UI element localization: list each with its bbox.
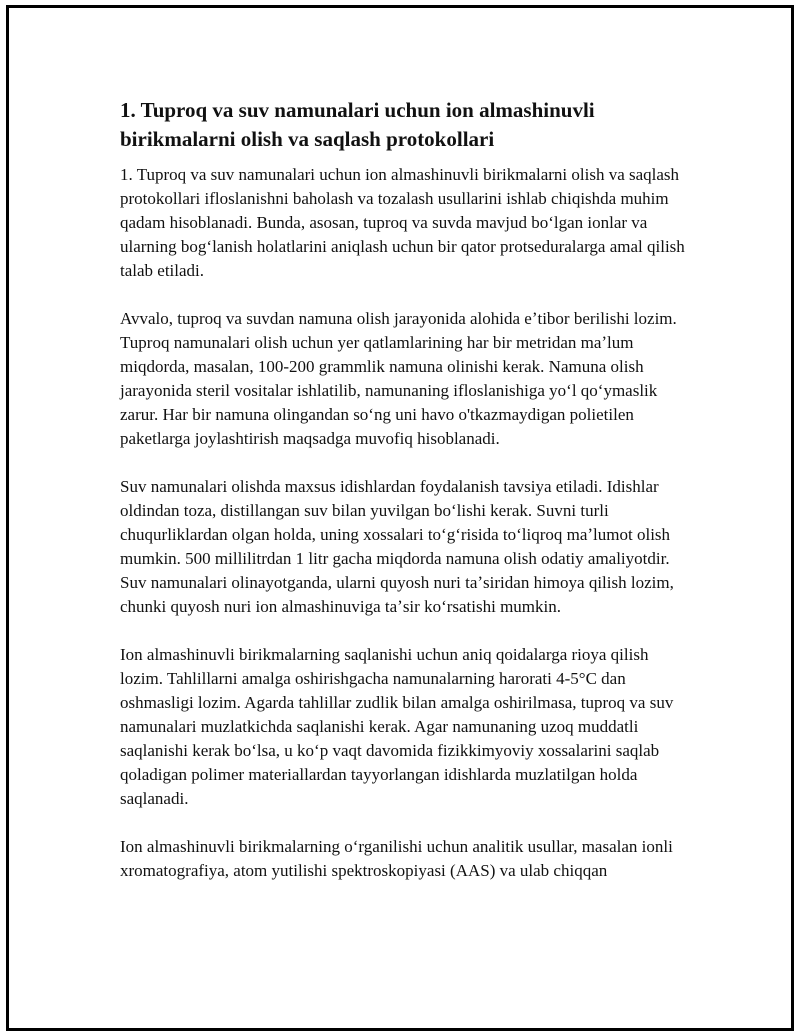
paragraph: Suv namunalari olishda maxsus idishlardan foydalanish tavsiya etiladi. Idishlar oldindan toza, distillangan suv bilan yuvilgan boʻlishi kerak. Suvni turli chuqurliklardan olgan holda, uning xossalari toʻgʻrisida toʻliqroq maʼlumot olish mumkin. 500 millilitrdan 1 litr gacha miqdorda namuna olish odatiy amaliyotdir. Suv namunalari olinayotganda, ularni quyosh nuri taʼsiridan himoya qilish lozim, chunki quyosh nuri ion almashinuviga taʼsir koʻrsatishi mumkin. bbox=[120, 477, 674, 616]
paragraph: Ion almashinuvli birikmalarning saqlanishi uchun aniq qoidalarga rioya qilish lozim. Tahlillarni amalga oshirishgacha namunalarning harorati 4-5°C dan oshmasligi lozim. Agarda tahlillar zudlik bilan amalga oshirilmasa, tuproq va suv namunalari muzlatkichda saqlanishi kerak. Agar namunaning uzoq muddatli saqlanishi kerak boʻlsa, u koʻp vaqt davomida fizikkimyoviy xossalarini saqlab qoladigan polimer materiallardan tayyorlangan idishlarda muzlatilgan holda saqlanadi. bbox=[120, 645, 674, 808]
document-page bbox=[6, 5, 794, 1031]
paragraph: Ion almashinuvli birikmalarning oʻrganilishi uchun analitik usullar, masalan ionli xromatografiya, atom yutilishi spektroskopiyasi (AAS) va ulab chiqqan bbox=[120, 837, 673, 880]
paragraph: Avvalo, tuproq va suvdan namuna olish jarayonida alohida eʼtibor berilishi lozim. Tuproq namunalari olish uchun yer qatlamlarining har bir metridan maʼlum miqdorda, masalan, 100-200 grammlik namuna olinishi kerak. Namuna olish jarayonida steril vositalar ishlatilib, namunaning ifloslanishiga yoʻl qoʻymaslik zarur. Har bir namuna olingandan soʻng uni havo o'tkazmaydigan polietilen paketlarga joylashtirish maqsadga muvofiq hisoblanadi. bbox=[120, 309, 677, 448]
document-body bbox=[120, 96, 695, 883]
section-heading: 1. Tuproq va suv namunalari uchun ion almashinuvli birikmalarni olish va saqlash protokollari bbox=[120, 98, 595, 151]
paragraph: 1. Tuproq va suv namunalari uchun ion almashinuvli birikmalarni olish va saqlash protokollari ifloslanishni baholash va tozalash usullarini ishlab chiqishda muhim qadam hisoblanadi. Bunda, asosan, tuproq va suvda mavjud boʻlgan ionlar va ularning bogʻlanish holatlarini aniqlash uchun bir qator protseduralarga amal qilish talab etiladi. bbox=[120, 165, 685, 280]
